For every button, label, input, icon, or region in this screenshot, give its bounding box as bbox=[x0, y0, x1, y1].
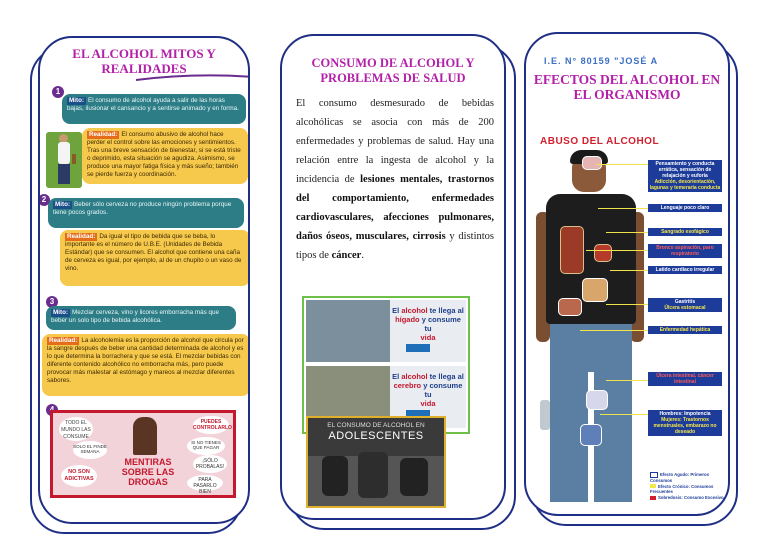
realidad-1-text: El consumo abusivo de alcohol hace perder el control sobre las emociones y sentimientos. Tras una breve sensación de bienestar, si se está triste o deprimido, esta situación se agudiza. Asimismo, se produce una mayor fatiga física y más sueño; también se pierde fuerza y coordinación. bbox=[87, 131, 241, 178]
bubble-finde: SOLO EL FINDE SEMANA bbox=[73, 441, 107, 459]
label-reproductivo: Hombres: Impotencia Mujeres: Trastornos menstruales, embarazo no deseado bbox=[648, 410, 722, 436]
number-badge-1: 1 bbox=[52, 86, 64, 98]
legend-item: Sobredosis: Consumo Excesivo bbox=[650, 495, 730, 501]
panel-2-paragraph: El consumo desmesurado de bebidas alcohólicas se asocia con más de 200 enfermedades y problemas de salud. Hay una relación entre la ingesta de alcohol y la incidencia de lesiones mentales, trastornos del comportamiento, enfermedades cardiovasculares, afecciones pulmonares, daños óseos, musculares, cirrosis y distintos tipos de cáncer. bbox=[296, 98, 494, 261]
bubble-pasarlo-bien: PARA PASARLO BIEN bbox=[187, 475, 223, 491]
poster-headline: MENTIRAS SOBRE LAS DROGAS bbox=[121, 457, 175, 487]
mito-3: Mito: Mezclar cerveza, vino y licores emborracha más que beber un solo tipo de bebida alcohólica. bbox=[46, 306, 236, 330]
mito-3-text: Mezclar cerveza, vino y licores emborracha más que beber un solo tipo de bebida alcohólica. bbox=[51, 309, 220, 324]
effects-legend bbox=[650, 472, 730, 500]
label-intestinal: Úlcera intestinal, cáncer intestinal bbox=[648, 372, 722, 386]
liver-icon bbox=[558, 298, 582, 316]
panel-1-title: EL ALCOHOL MITOS Y REALIDADES bbox=[72, 46, 216, 76]
bubble-probalas: ¡SÓLO PROBALAS! bbox=[193, 455, 227, 473]
number-badge-3: 3 bbox=[46, 296, 58, 308]
ad-cerebro: El alcohol te llega al cerebro y consume tu vida bbox=[306, 366, 466, 428]
label-sangrado: Sangrado esofágico bbox=[648, 228, 722, 236]
mito-2: Mito: Beber sólo cerveza no produce ningún problema porque tiene pocos grados. bbox=[48, 198, 244, 228]
bubble-no-adictivas: NO SON ADICTIVAS bbox=[61, 465, 97, 487]
realidad-3: Realidad: La alcoholemia es la proporción de alcohol que circula por la sangre después de beber una cantidad determinada de alcohol y es lo que determina la borrachera y que se está. El mezclar bebidas con diferente contenido alcohólico no emborracha más, pero puede provocar más malestar al estómago y mareos al mezclar diferentes sabores. bbox=[42, 334, 250, 396]
lungs-icon bbox=[560, 226, 584, 274]
realidad-1 bbox=[82, 128, 248, 184]
body-figure bbox=[536, 152, 648, 502]
bubble-todo-mundo: TODO EL MUNDO LAS CONSUME bbox=[59, 417, 93, 441]
adolescentes-photo bbox=[306, 416, 446, 508]
panel-consumo-salud bbox=[280, 34, 506, 520]
panel-efectos-organismo bbox=[524, 32, 730, 516]
adolescentes-line1: EL CONSUMO DE ALCOHOL EN bbox=[327, 422, 425, 429]
ad-logo bbox=[406, 344, 430, 352]
abuso-heading-partial: ABUSO DEL ALCOHOL bbox=[540, 136, 660, 147]
panel-mitos-realidades bbox=[38, 36, 250, 524]
title-swoosh bbox=[136, 74, 250, 82]
adolescentes-line2: ADOLESCENTES bbox=[328, 430, 424, 442]
teen-figure bbox=[400, 458, 428, 496]
bold-diseases: lesiones mentales, trastornos del comportamiento, enfermedades cardiovasculares, afecciones pulmonares, daños óseos, musculares, cirrosis bbox=[296, 174, 494, 242]
label-lenguaje: Lenguaje poco claro bbox=[648, 204, 722, 212]
realidad-2: Realidad: Da igual el tipo de bebida que se beba, lo importante es el número de U.B.E. (Unidades de Bebida Estándar) que se consumen. El alcohol que contiene una caña de cerveza es igual, por ejemplo, al de un chupito o un vaso de vino. bbox=[60, 230, 250, 286]
bottle-icon bbox=[540, 400, 550, 430]
bold-cancer: cáncer bbox=[331, 250, 362, 261]
reproductive-icon bbox=[580, 424, 602, 446]
mito-1-text: El consumo de alcohol ayuda a salir de las horas bajas, ilusionar el cansancio y a sentirse animado y en forma. bbox=[67, 97, 239, 112]
mito-1 bbox=[62, 94, 246, 124]
ad-higado: El alcohol te llega al hígado y consume tu vida bbox=[306, 300, 466, 362]
label-pensamiento: Pensamiento y conducta errática, sensación de relajación y euforia Adicción, desorientación, lagunas y temeraria conducta bbox=[649, 161, 721, 191]
school-name-partial: I.E. N° 80159 "JOSÉ A bbox=[544, 56, 659, 66]
label-gastritis: Gastritis Úlcera estomacal bbox=[648, 298, 722, 312]
teen-figure bbox=[358, 452, 388, 498]
teen-figure bbox=[322, 456, 348, 496]
legend-item: Efecto Agudo: Primeros Consumos bbox=[650, 472, 710, 483]
realidad-tag: Realidad: bbox=[89, 131, 118, 138]
ad-photo-people bbox=[306, 300, 390, 362]
stomach-icon bbox=[582, 278, 608, 302]
panel-3-title: EFECTOS DEL ALCOHOL EN EL ORGANISMO bbox=[533, 72, 721, 102]
intestine-icon bbox=[586, 390, 608, 410]
label-hepatica: Enfermedad hepática bbox=[648, 326, 722, 334]
realidad-3-text: La alcoholemia es la proporción de alcohol que circula por la sangre después de beber una cantidad determinada de alcohol y es lo que determina la borrachera y que se está. El mezclar bebidas con diferente contenido alcohólico no emborracha más, pero puede provocar más malestar al estómago y mareos al mezclar diferentes sabores. bbox=[47, 337, 244, 384]
mentiras-drogas-poster bbox=[50, 410, 236, 498]
realidad-2-text: Da igual el tipo de bebida que se beba, lo importante es el número de U.B.E. (Unidades de Bebida Estándar) que se consumen. El alcohol que contiene una caña de cerveza es igual, por ejemplo, al de un chupito o un vaso de vino. bbox=[65, 233, 242, 272]
heart-icon bbox=[594, 244, 612, 262]
girl-figure bbox=[133, 417, 157, 455]
bubble-pagar: SI NO TIENES QUE PAGAR bbox=[187, 437, 225, 455]
label-latido: Latido cardíaco irregular bbox=[648, 266, 722, 274]
man-drinking-photo bbox=[46, 132, 82, 188]
mito-2-text: Beber sólo cerveza no produce ningún problema porque tiene pocos grados. bbox=[53, 201, 232, 216]
panel-2-title: CONSUMO DE ALCOHOL Y PROBLEMAS DE SALUD bbox=[311, 56, 475, 85]
bubble-puedes-controlarlo: PUEDES CONTROLARLO bbox=[193, 416, 229, 434]
ads-frame bbox=[302, 296, 470, 434]
legend-item: Efecto Crónico: Consumos Frecuentes bbox=[650, 483, 714, 495]
mito-tag: Mito: bbox=[69, 97, 85, 104]
label-bronco: Bronco aspiración, paro respiratorio bbox=[648, 244, 722, 258]
number-badge-2: 2 bbox=[38, 194, 50, 206]
brain-icon bbox=[582, 156, 602, 170]
